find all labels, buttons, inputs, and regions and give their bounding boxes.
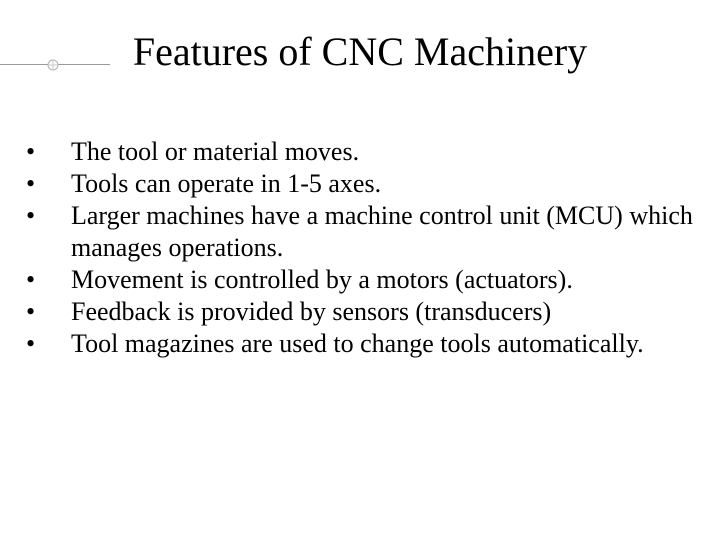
bullet-text: Larger machines have a machine control unit (MCU) which manages operations. bbox=[71, 201, 693, 262]
bullet-marker: • bbox=[26, 265, 36, 294]
bullet-marker: • bbox=[26, 169, 36, 198]
bullet-marker: • bbox=[26, 329, 36, 358]
bullet-item bbox=[26, 136, 706, 168]
bullet-text: The tool or material moves. bbox=[71, 137, 360, 166]
bullet-text: Tool magazines are used to change tools automatically. bbox=[71, 329, 644, 358]
bullet-item bbox=[26, 168, 706, 200]
bullet-item bbox=[26, 328, 706, 360]
bullet-text: Tools can operate in 1-5 axes. bbox=[71, 169, 382, 198]
bullet-item bbox=[26, 200, 706, 264]
bullet-marker: • bbox=[26, 297, 36, 326]
bullet-text: Feedback is provided by sensors (transducers) bbox=[71, 297, 552, 326]
bullet-marker: • bbox=[26, 137, 36, 166]
bullet-list bbox=[26, 136, 706, 360]
bullet-item bbox=[26, 264, 706, 296]
bullet-marker: • bbox=[26, 201, 36, 230]
bullet-item bbox=[26, 296, 706, 328]
bullet-text: Movement is controlled by a motors (actuators). bbox=[71, 265, 573, 294]
slide-title: Features of CNC Machinery bbox=[132, 29, 588, 74]
